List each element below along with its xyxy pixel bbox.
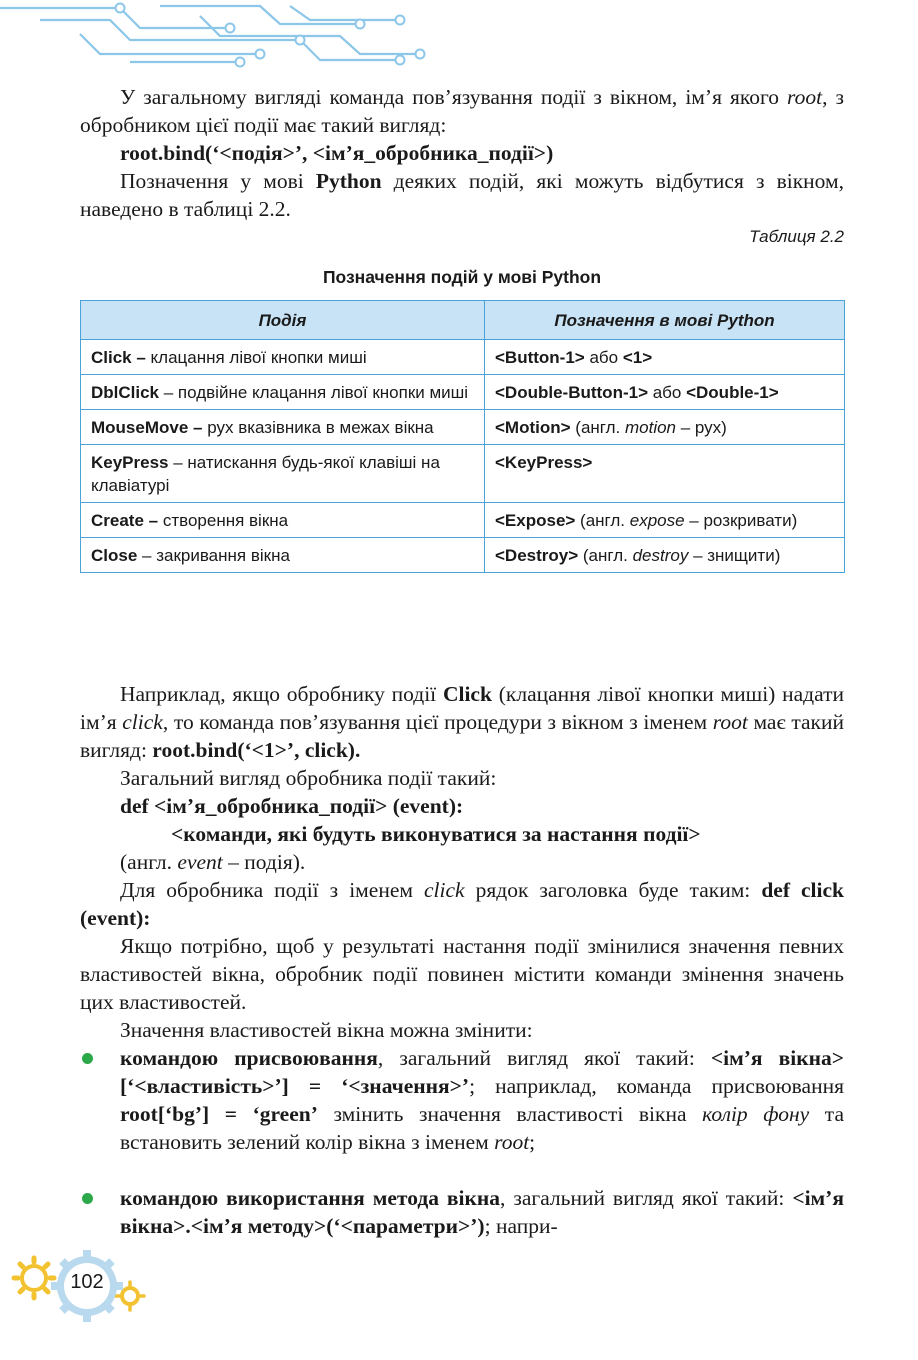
python-cell: [485, 340, 845, 375]
table-row: [81, 445, 845, 503]
python-cell: [485, 503, 845, 538]
python-cell: [485, 445, 845, 503]
bullet-method-a: , загальний вигляд якої такий:: [500, 1186, 793, 1210]
event-name: Click –: [91, 348, 146, 367]
example-d: має такий вигляд:: [80, 710, 844, 762]
event-desc: – закривання вікна: [137, 546, 290, 565]
circuit-decoration: [0, 0, 430, 72]
click-header-code: def click (event):: [80, 878, 844, 930]
bind-syntax-code: root.bind(‘<подія>’, <ім’я_обробника_події>): [120, 141, 554, 165]
event-desc: створення вікна: [158, 511, 289, 530]
click-header-b: рядок заголовка буде таким:: [464, 878, 762, 902]
event-cell: [81, 410, 485, 445]
click-header-paragraph: [80, 876, 844, 932]
table-header-row: [81, 301, 845, 340]
event-name: Create –: [91, 511, 159, 530]
change-intro: Значення властивостей вікна можна змінити:: [120, 1018, 533, 1042]
events-intro-b: деяких подій, які можуть відбутися з вікном, наведено в таблиці 2.2.: [80, 169, 845, 221]
handler-intro: Загальний вигляд обробника події такий:: [120, 766, 497, 790]
table-row: [81, 410, 845, 445]
python-code: <Button-1>: [495, 348, 585, 367]
example-paragraph: [80, 680, 844, 764]
python-code-alt: <1>: [622, 348, 653, 367]
event-note-b: – подія).: [222, 850, 306, 874]
event-name: Close: [91, 546, 138, 565]
example-c: , то команда пов’язування цієї процедури з вікном з іменем: [162, 710, 713, 734]
python-cell: [485, 538, 845, 573]
def-syntax: [120, 792, 844, 820]
bullet-assignment-e: ;: [529, 1130, 536, 1154]
table-number: Таблиця 2.2: [749, 227, 844, 246]
table-row: [81, 538, 845, 573]
event-cell: [81, 340, 485, 375]
python-cell: [485, 410, 845, 445]
event-cell: [81, 538, 485, 573]
python-code: <Destroy>: [495, 546, 579, 565]
click-name: click: [424, 878, 465, 902]
table-row: [81, 375, 845, 410]
intro-text-a: У загальному вигляді команда пов’язування події з вікном, ім’я якого: [120, 85, 788, 109]
python-cell: [485, 375, 845, 410]
event-name: DblClick: [91, 383, 160, 402]
click-term: Click: [442, 682, 492, 706]
commands-syntax-code: <команди, які будуть виконуватися за настання події>: [171, 822, 701, 846]
table-row: [81, 340, 845, 375]
property-name: колір фону: [702, 1102, 810, 1126]
commands-syntax: [171, 820, 851, 848]
event-cell: [81, 503, 485, 538]
english-word: destroy: [632, 546, 689, 565]
event-name: KeyPress: [91, 453, 169, 472]
click-header-a: Для обробника події з іменем: [120, 878, 425, 902]
event-note-a: (англ.: [120, 850, 178, 874]
intro-text-b: , з обробником цієї події має такий вигляд:: [80, 85, 844, 137]
root-name: root: [494, 1130, 530, 1154]
bullet-icon: [82, 1053, 93, 1064]
assignment-syntax: <ім’я вікна>[‘<властивість>’] = ‘<значення>’: [120, 1046, 844, 1098]
example-a: Наприклад, якщо обробнику події: [120, 682, 443, 706]
event-term: event: [177, 850, 223, 874]
events-intro-paragraph: [80, 167, 844, 223]
def-syntax-code: def <ім’я_обробника_події> (event):: [120, 794, 464, 818]
python-code: <Double-Button-1>: [495, 383, 648, 402]
root-name: root: [712, 710, 748, 734]
event-desc: рух вказівника в межах вікна: [202, 418, 434, 437]
python-code: <KeyPress>: [495, 453, 593, 472]
page-number: 102: [70, 1271, 104, 1293]
bullet-method-b: ; напри-: [484, 1214, 558, 1238]
event-note: [120, 848, 844, 876]
assignment-code: root[‘bg’] = ‘green’: [120, 1102, 318, 1126]
header-event: Подія: [81, 301, 485, 340]
python-note: (англ.: [575, 511, 630, 530]
event-cell: [81, 375, 485, 410]
python-term: Python: [315, 169, 382, 193]
method-syntax: <ім’я вікна>.<ім’я методу>(‘<параметри>’): [120, 1186, 844, 1238]
bullet-assignment-c: змінить значення властивості вікна: [317, 1102, 703, 1126]
events-table: [80, 300, 845, 573]
english-word: expose: [629, 511, 685, 530]
example-b: (клацання лівої кнопки миші) надати ім’я: [80, 682, 844, 734]
event-desc: клацання лівої кнопки миші: [145, 348, 367, 367]
translation: – рух): [676, 418, 727, 437]
example-code: root.bind(‘<1>’, click).: [152, 738, 361, 762]
header-python: Позначення в мові Python: [485, 301, 845, 340]
event-name: MouseMove –: [91, 418, 203, 437]
python-sep: або: [584, 348, 623, 367]
intro-paragraph: [80, 83, 844, 139]
root-term: root: [787, 85, 823, 109]
event-desc: – натискання будь-якої клавіші на клавіатурі: [91, 453, 440, 495]
bullet-icon: [82, 1193, 93, 1204]
bullet-method: [120, 1184, 844, 1240]
python-code-alt: <Double-1>: [686, 383, 779, 402]
bullet-assignment: [120, 1044, 844, 1156]
event-desc: – подвійне клацання лівої кнопки миші: [159, 383, 469, 402]
bullet-assignment-a: , загальний вигляд якої такий:: [377, 1046, 711, 1070]
table-title: Позначення подій у мові Python: [322, 267, 602, 287]
properties-paragraph: Якщо потрібно, щоб у результаті настання події змінилися значення певних властивостей вікна, обробник події повинен містити команди змінення значень цих властивостей.: [80, 934, 844, 1014]
python-note: (англ.: [570, 418, 625, 437]
python-note: (англ.: [578, 546, 633, 565]
table-row: [81, 503, 845, 538]
python-sep: або: [648, 383, 687, 402]
english-word: motion: [624, 418, 677, 437]
translation: – розкривати): [684, 511, 798, 530]
python-code: <Expose>: [495, 511, 576, 530]
translation: – знищити): [688, 546, 781, 565]
bullet-assignment-head: командою присвоювання: [120, 1046, 378, 1070]
event-cell: [81, 445, 485, 503]
bullet-assignment-d: та встановить зелений колір вікна з іменем: [120, 1102, 844, 1154]
bullet-method-head: командою використання метода вікна: [120, 1186, 501, 1210]
bullet-assignment-b: ; наприклад, команда присвоювання: [469, 1074, 844, 1098]
python-code: <Motion>: [495, 418, 571, 437]
click-name: click: [122, 710, 163, 734]
events-intro-a: Позначення у мові: [120, 169, 316, 193]
bind-syntax: [120, 139, 844, 167]
